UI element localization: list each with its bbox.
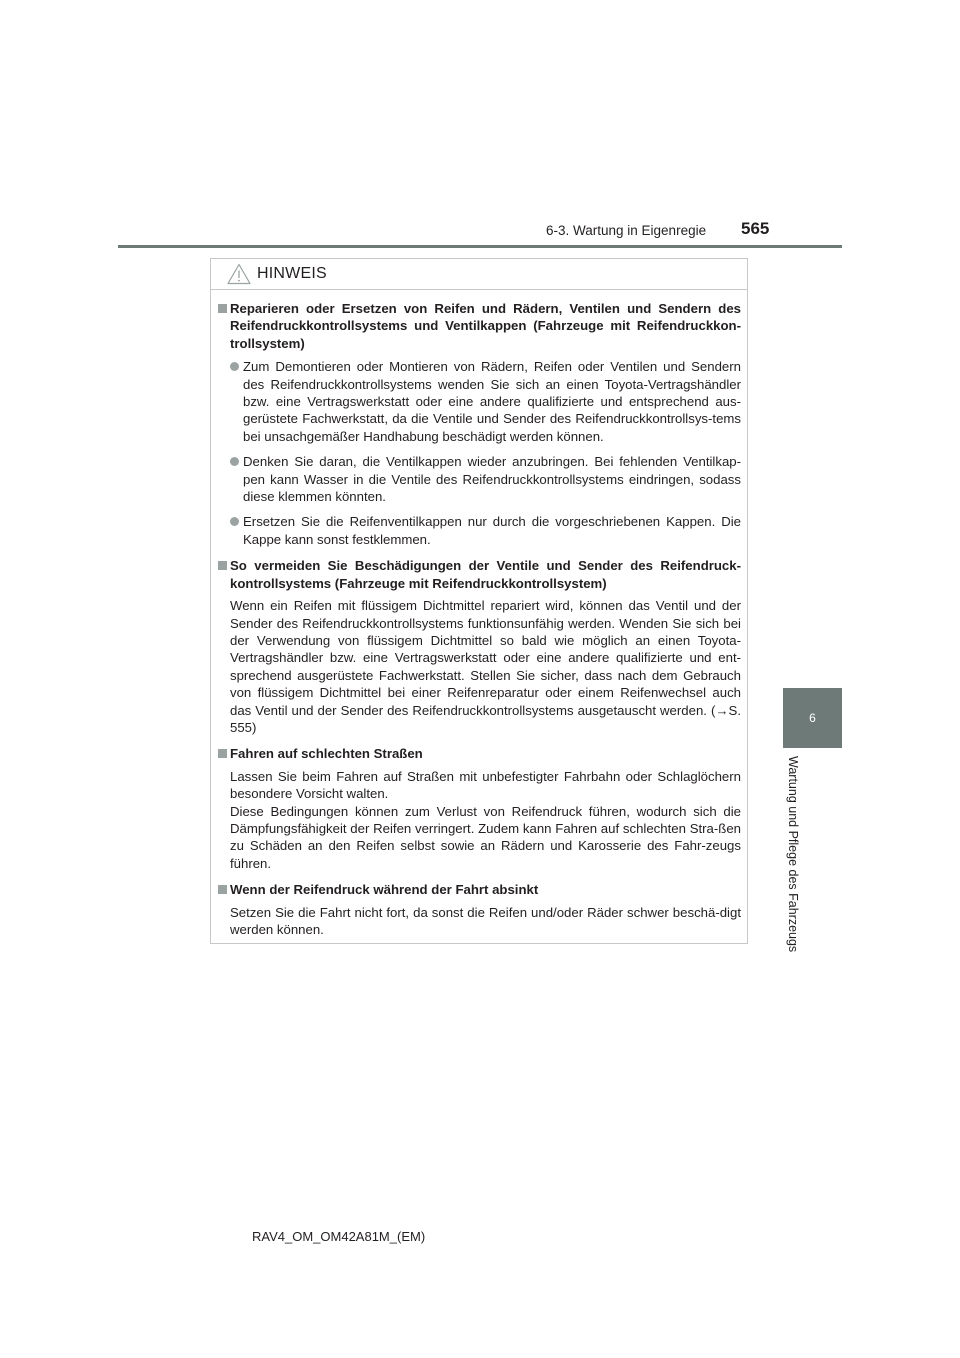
- section-paragraph: Setzen Sie die Fahrt nicht fort, da sonst die Reifen und/oder Räder schwer beschä-digt werden können.: [230, 904, 741, 937]
- notice-section: [218, 300, 741, 548]
- round-bullet-icon: [230, 362, 239, 371]
- footer-document-code: RAV4_OM_OM42A81M_(EM): [252, 1229, 426, 1244]
- chapter-title: Wartung und Pflege des Fahrzeugs: [786, 756, 800, 953]
- notice-section: [218, 881, 741, 938]
- section-heading-text: Reparieren oder Ersetzen von Reifen und Rädern, Ventilen und Sendern des Reifendruckkontrollsystems und Ventilkappen (Fahrzeuge mit Reifendruckkon-trollsystem): [230, 301, 741, 351]
- list-item: [230, 453, 741, 505]
- notice-section: [218, 745, 741, 872]
- notice-body: [211, 290, 747, 938]
- section-heading: [218, 557, 741, 592]
- chapter-number: 6: [809, 711, 816, 725]
- chapter-title-wrap: [786, 756, 806, 961]
- header-section-title: 6-3. Wartung in Eigenregie: [546, 223, 707, 238]
- section-paragraph: Wenn ein Reifen mit flüssigem Dichtmittel repariert wird, können das Ventil und der Sender des Reifendruckkontrollsystems funktionsunfähig werden. Wenden Sie sich bei der Verwendung von flüssigem Dichtmittel so bald wie möglich an einen Toyota-Vertragshändler bzw. eine Vertragswerkstatt oder eine andere qualifizierte und ent-sprechend ausgerüstete Fachwerkstatt. Stellen Sie sicher, dass nach dem Gebrauch von flüssigem Dichtmittel bei einer Reifenreparatur oder einem Reifenwechsel auch das Ventil und der Sender des Reifendruckkontrollsystems ausgetauscht werden. (→S. 555): [230, 598, 741, 735]
- round-bullet-icon: [230, 517, 239, 526]
- section-heading: [218, 745, 741, 762]
- list-item-text: Ersetzen Sie die Reifenventilkappen nur durch die vorgeschriebenen Kappen. Die Kappe kann sonst festklemmen.: [243, 514, 741, 547]
- section-heading-text: Wenn der Reifendruck während der Fahrt absinkt: [230, 882, 539, 898]
- section-heading-text: Fahren auf schlechten Straßen: [230, 746, 423, 762]
- square-bullet-icon: [218, 561, 227, 570]
- notice-section: [218, 557, 741, 736]
- section-paragraph: Diese Bedingungen können zum Verlust von Reifendruck führen, wodurch sich die Dämpfungsfähigkeit der Reifen verringert. Zudem kann Fahren auf schlechten Stra-ßen zu Schäden an den Reifen selbst sowie an Rädern und Karosserie des Fahr-zeugs führen.: [230, 803, 741, 871]
- square-bullet-icon: [218, 885, 227, 894]
- warning-triangle-icon: [227, 263, 251, 285]
- header-rule: [118, 245, 842, 248]
- square-bullet-icon: [218, 304, 227, 313]
- section-heading: [218, 881, 741, 898]
- section-heading: [218, 300, 741, 352]
- list-item: [230, 358, 741, 445]
- section-heading-text: So vermeiden Sie Beschädigungen der Ventile und Sender des Reifendruck-kontrollsystems (Fahrzeuge mit Reifendruckkontrollsystem): [230, 558, 741, 591]
- notice-box: [210, 258, 748, 944]
- page-number: 565: [741, 219, 770, 238]
- square-bullet-icon: [218, 749, 227, 758]
- section-paragraph: Lassen Sie beim Fahren auf Straßen mit unbefestigter Fahrbahn oder Schlaglöchern besondere Vorsicht walten.: [230, 768, 741, 802]
- notice-header: [211, 259, 747, 290]
- list-item-text: Zum Demontieren oder Montieren von Rädern, Reifen oder Ventilen und Sendern des Reifendruckkontrollsystems wenden Sie sich an einen Toyota-Vertragshändler bzw. eine Vertragswerkstatt oder eine andere qualifizierte und entsprechend aus-gerüstete Fachwerkstatt, da die Ventile und Sender des Reifendruckkontrollsys-tems bei unsachgemäßer Handhabung beschädigt werden können.: [243, 359, 741, 444]
- notice-title: HINWEIS: [257, 265, 327, 282]
- chapter-tab: [783, 688, 842, 748]
- list-item-text: Denken Sie daran, die Ventilkappen wieder anzubringen. Bei fehlenden Ventilkap-pen kann Wasser in die Ventile des Reifendruckkontrollsystems eindringen, sodass diese klemmen könnten.: [243, 454, 741, 505]
- list-item: [230, 513, 741, 548]
- round-bullet-icon: [230, 457, 239, 466]
